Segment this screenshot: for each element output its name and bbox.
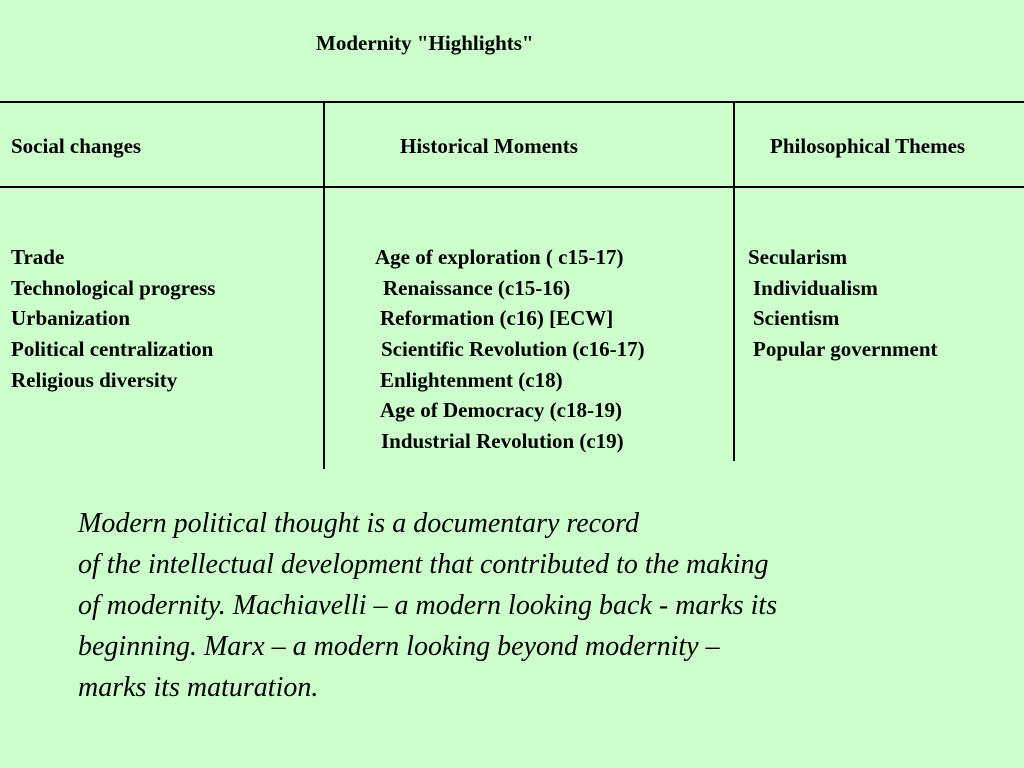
philosophical-themes-header: Philosophical Themes <box>770 134 966 158</box>
list-item: Industrial Revolution (c19) <box>381 429 624 454</box>
list-item: Age of exploration ( c15-17) <box>375 245 624 269</box>
historical-moments-header: Historical Moments <box>400 134 578 158</box>
quote-line: Modern political thought is a documentary record <box>78 508 639 539</box>
list-item: Political centralization <box>11 337 214 362</box>
historical-moments-list <box>375 242 645 457</box>
header-bottom-rule <box>0 186 1024 188</box>
slide-title: Modernity "Highlights" <box>316 31 534 55</box>
quote-line: beginning. Marx – a modern looking beyond modernity – <box>78 631 720 662</box>
list-item: Popular government <box>753 337 938 362</box>
list-item: Urbanization <box>11 306 131 331</box>
list-item: Technological progress <box>11 275 216 300</box>
social-changes-header: Social changes <box>11 134 142 158</box>
column-divider-2 <box>733 102 735 461</box>
quote-line: of the intellectual development that contributed to the making <box>78 549 769 580</box>
list-item: Renaissance (c15-16) <box>383 275 571 300</box>
column-divider-1 <box>323 102 325 469</box>
list-item: Scientism <box>753 306 840 331</box>
summary-quote <box>78 503 978 708</box>
quote-line: marks its maturation. <box>78 672 319 703</box>
list-item: Individualism <box>753 275 878 300</box>
list-item: Enlightenment (c18) <box>380 367 563 392</box>
list-item: Reformation (c16) [ECW] <box>380 306 614 331</box>
social-changes-list <box>11 242 215 395</box>
list-item: Scientific Revolution (c16-17) <box>381 337 645 362</box>
quote-line: of modernity. Machiavelli – a modern looking back - marks its <box>78 590 778 621</box>
list-item: Secularism <box>748 245 848 269</box>
philosophical-themes-list <box>748 242 938 365</box>
list-item: Age of Democracy (c18-19) <box>380 398 622 423</box>
list-item: Trade <box>11 245 65 269</box>
list-item: Religious diversity <box>11 367 178 392</box>
table-top-rule <box>0 101 1024 103</box>
